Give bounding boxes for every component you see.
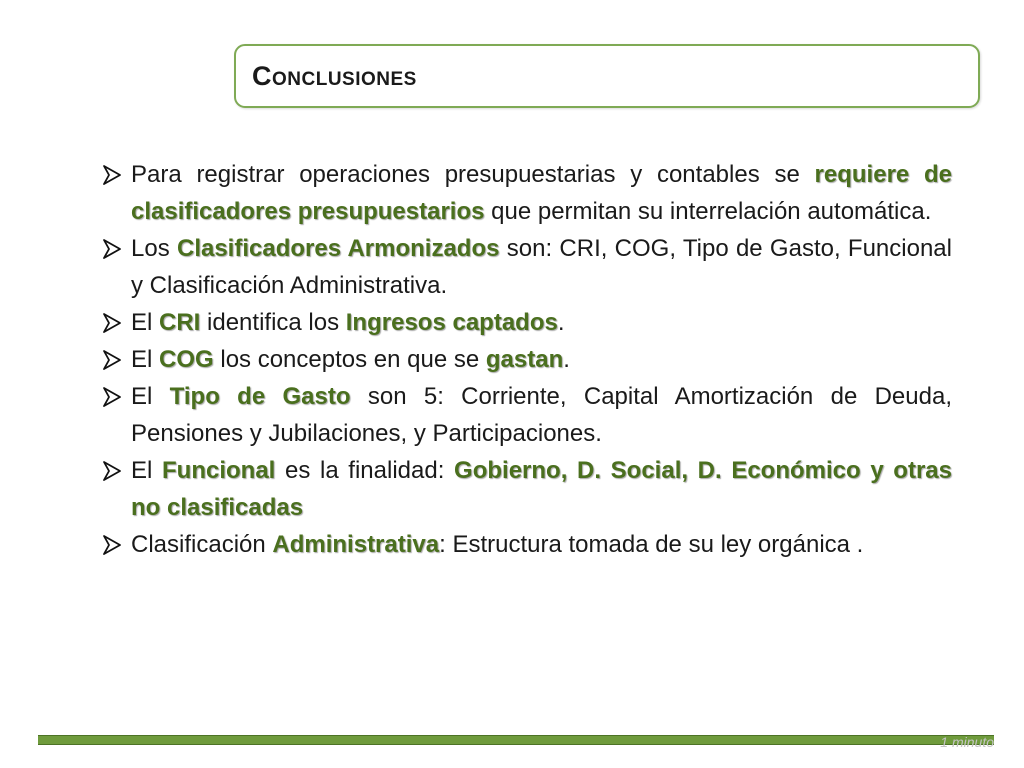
bullet-highlight-text: gastan [485, 346, 564, 373]
slide-title: Conclusiones [252, 61, 417, 91]
bullet-text: El [131, 346, 160, 373]
bullet-item [100, 304, 952, 341]
bullet-text: son: CRI, COG, Tipo de Gasto, Funcional y Clasificación Administrativa. [131, 235, 952, 299]
arrow-bullet-icon [100, 304, 124, 341]
bullet-text: : Estructura tomada de su ley orgánica . [439, 531, 864, 558]
bullet-item [100, 378, 952, 452]
bullet-text: son 5: Corriente, Capital Amortización de Deuda, Pensiones y Jubilaciones, y Participaciones. [131, 383, 952, 447]
bullet-text: El [131, 309, 160, 336]
bullet-text: Los [131, 235, 177, 262]
bullet-highlight-text: Ingresos captados [345, 309, 558, 336]
bullet-text: es la finalidad: [275, 457, 455, 484]
bullet-item [100, 156, 952, 230]
bullet-highlight-text: Tipo de Gasto [169, 383, 351, 410]
bullet-highlight-text: Clasificadores Armonizados [176, 235, 500, 262]
bullet-item [100, 341, 952, 378]
bullet-highlight-text: CRI [159, 309, 201, 336]
bullet-highlight-text: Administrativa [272, 531, 440, 558]
title-box [234, 44, 980, 108]
arrow-bullet-icon [100, 378, 124, 415]
bullet-text: Para registrar operaciones presupuestarias y contables se [131, 161, 815, 188]
bullet-list [100, 156, 952, 563]
bullet-item [100, 526, 952, 563]
bullet-text: Clasificación [131, 531, 273, 558]
bullet-text: El [131, 383, 170, 410]
bullet-text: los conceptos en que se [213, 346, 486, 373]
bullet-highlight-text: requiere de clasificadores presupuestarios [131, 161, 953, 225]
bottom-bar [38, 735, 994, 745]
bullet-item [100, 452, 952, 526]
bullet-text: que permitan su interrelación automática. [484, 198, 932, 225]
arrow-bullet-icon [100, 526, 124, 563]
arrow-bullet-icon [100, 452, 124, 489]
bullet-highlight-text: Funcional [162, 457, 276, 484]
bullet-text: identifica los [200, 309, 346, 336]
bullet-highlight-text: Gobierno, D. Social, D. Económico y otras no clasificadas [131, 457, 952, 521]
bullet-text: . [563, 346, 570, 373]
footer-note: 1 minuto [940, 734, 994, 750]
bullet-text: . [557, 309, 565, 336]
bullet-highlight-text: COG [159, 346, 214, 373]
bullet-item [100, 230, 952, 304]
arrow-bullet-icon [100, 341, 124, 378]
bullet-text: El [131, 457, 162, 484]
arrow-bullet-icon [100, 230, 124, 267]
arrow-bullet-icon [100, 156, 124, 193]
